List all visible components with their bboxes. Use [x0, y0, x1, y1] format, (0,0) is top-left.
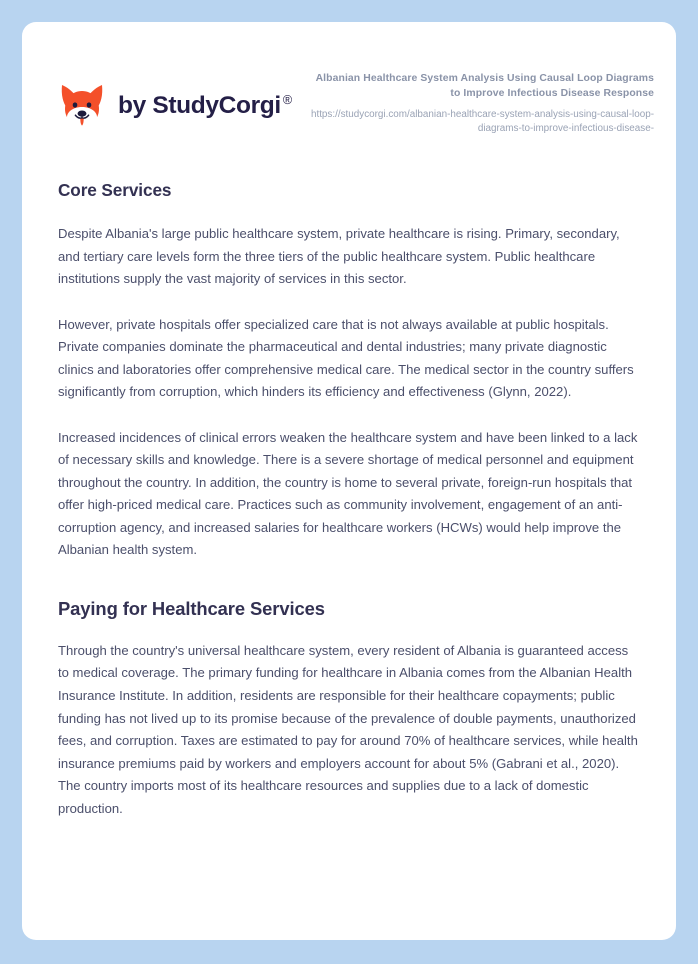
section-core-services — [58, 180, 640, 562]
section-paying-for-healthcare-services — [58, 598, 640, 820]
paragraph: However, private hospitals offer specialized care that is not always available at public hospitals. Private companies dominate the pharmaceutical and dental industries; many private diagnostic clinics and laboratories offer comprehensive medical care. The medical sector in the country suffers significantly from corruption, which hinders its efficiency and effectiveness (Glynn, 2022). — [58, 316, 634, 400]
corgi-head-icon — [58, 82, 106, 130]
brand-logo-block[interactable] — [58, 68, 292, 130]
document-page-sheet — [22, 22, 676, 940]
brand-text: by StudyCorgi — [118, 92, 281, 119]
section-heading-paying-for-healthcare-services: Paying for Healthcare Services — [58, 597, 325, 619]
document-body — [22, 180, 676, 820]
section-heading-core-services: Core Services — [58, 180, 172, 201]
paragraph: Through the country's universal healthcare system, every resident of Albania is guaranteed access to medical coverage. The primary funding for healthcare in Albania comes from the Albanian Health Insurance Institute. In addition, residents are responsible for their healthcare copayments; public funding has not lived up to its promise because of the prevalence of double payments, unauthorized fees, and corruption. Taxes are estimated to pay for around 70% of healthcare services, while health insurance premiums paid by workers and employers account for about 5% (Gabrani et al., 2020). The country imports most of its healthcare resources and supplies due to a lack of domestic production. — [58, 642, 638, 816]
header-meta-block — [309, 68, 654, 136]
brand-wordmark — [118, 92, 292, 120]
paragraph: Despite Albania's large public healthcare system, private healthcare is rising. Primary, secondary, and tertiary care levels form the three tiers of the public healthcare system. Public healthcare institutions supply the vast majority of services in this sector. — [58, 226, 620, 287]
document-header — [22, 22, 676, 136]
document-source-url[interactable]: https://studycorgi.com/albanian-healthcare-system-analysis-using-causal-loop-diagrams-to-improve-infectious-disease- — [310, 108, 654, 134]
registered-trademark-icon: ® — [282, 92, 292, 107]
paragraph: Increased incidences of clinical errors weaken the healthcare system and have been linked to a lack of necessary skills and knowledge. There is a severe shortage of medical personnel and equipment throughout the country. In addition, the country is home to several private, foreign-run hospitals that offer high-priced medical care. Practices such as community involvement, engagement of an anti-corruption agency, and increased salaries for healthcare workers (HCWs) would help improve the Albanian health system. — [58, 429, 638, 558]
document-title: Albanian Healthcare System Analysis Using Causal Loop Diagrams to Improve Infectious Disease Response — [315, 73, 654, 99]
